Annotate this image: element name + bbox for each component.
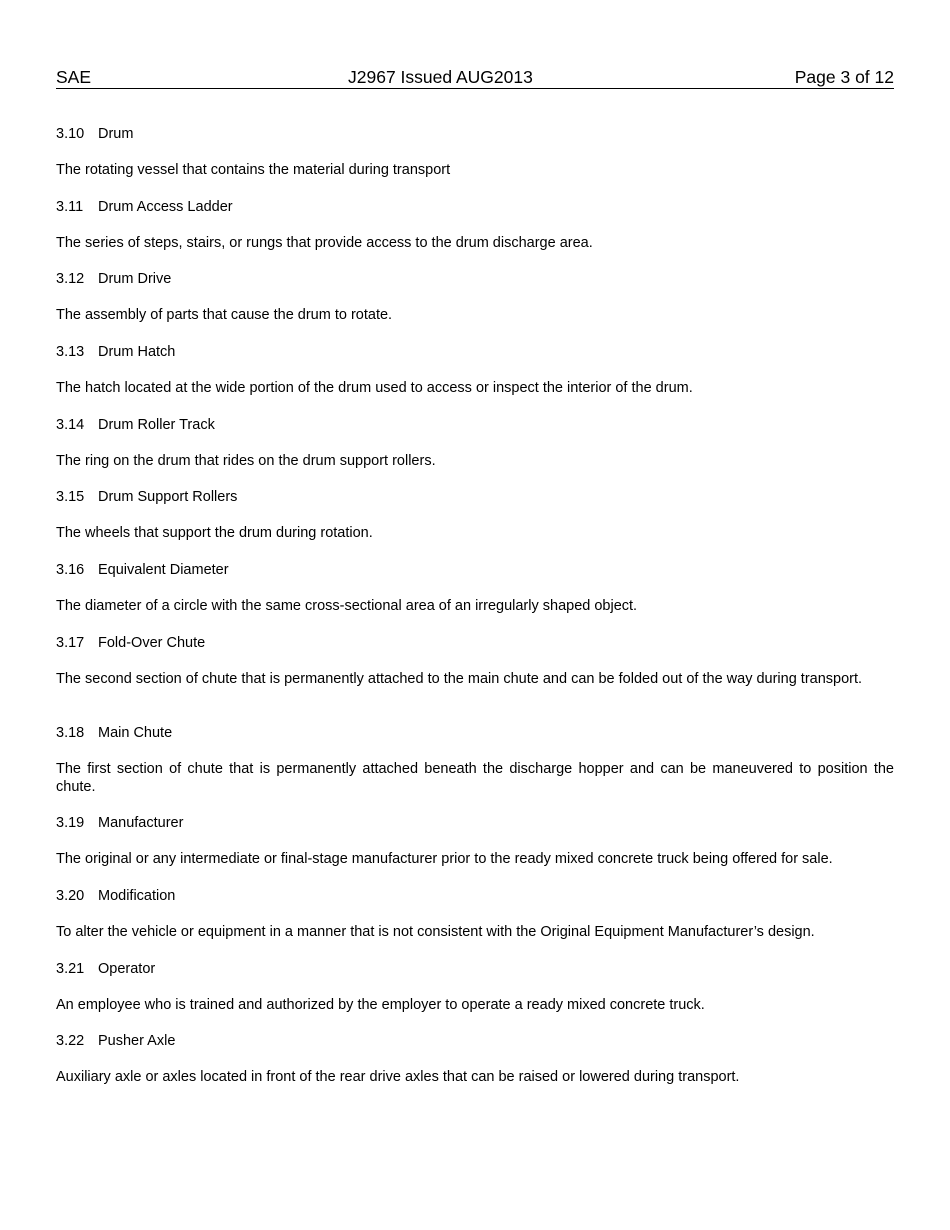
definition-heading: [56, 270, 171, 288]
definition-term: Fold-Over Chute: [98, 635, 206, 651]
definition-text: The second section of chute that is permanently attached to the main chute and can be folded out of the way during transport.: [56, 671, 863, 687]
definition-heading: [56, 814, 183, 832]
header-document-id: J2967 Issued AUG2013: [348, 67, 533, 87]
definition-term: Drum Drive: [98, 271, 172, 287]
definition-term: Modification: [98, 888, 176, 904]
definition-heading: [56, 1032, 175, 1050]
definition-text: An employee who is trained and authorized by the employer to operate a ready mixed concrete truck.: [56, 997, 705, 1013]
definition-text: To alter the vehicle or equipment in a manner that is not consistent with the Original Equipment Manufacturer’s design.: [56, 924, 815, 940]
definition-text: The rotating vessel that contains the material during transport: [56, 162, 451, 178]
definition-text: The hatch located at the wide portion of the drum used to access or inspect the interior of the drum.: [56, 380, 693, 396]
definition-text: The assembly of parts that cause the drum to rotate.: [56, 307, 393, 323]
definition-heading: [56, 125, 133, 143]
definition-heading: [56, 198, 233, 216]
header-page-number: Page 3 of 12: [794, 67, 894, 87]
definition-number: 3.18: [56, 725, 85, 741]
definition-number: 3.17: [56, 635, 85, 651]
definition-heading: [56, 561, 229, 579]
definition-term: Drum Access Ladder: [98, 199, 233, 215]
definition-heading: [56, 343, 175, 361]
definition-heading: [56, 634, 205, 652]
definition-number: 3.10: [56, 126, 85, 142]
page-header: [56, 66, 894, 89]
definition-text: Auxiliary axle or axles located in front of the rear drive axles that can be raised or lowered during transport.: [56, 1069, 740, 1085]
definition-text: The diameter of a circle with the same cross-sectional area of an irregularly shaped object.: [56, 598, 638, 614]
definition-heading: [56, 887, 175, 905]
definition-term: Drum Hatch: [98, 344, 176, 360]
definition-number: 3.19: [56, 815, 85, 831]
definition-heading: [56, 724, 172, 742]
definition-term: Drum Roller Track: [98, 417, 215, 433]
definition-number: 3.12: [56, 271, 85, 287]
definition-number: 3.20: [56, 888, 85, 904]
definition-number: 3.13: [56, 344, 85, 360]
definition-text: The wheels that support the drum during rotation.: [56, 525, 373, 541]
header-organization: SAE: [56, 67, 92, 87]
definition-number: 3.15: [56, 489, 85, 505]
definition-text: The first section of chute that is permanently attached beneath the discharge hopper and can be maneuvered to position the chute.: [56, 761, 894, 795]
definition-heading: [56, 960, 155, 978]
definition-number: 3.21: [56, 961, 85, 977]
definition-heading: [56, 416, 215, 434]
definition-term: Drum Support Rollers: [98, 489, 238, 505]
definition-text: The ring on the drum that rides on the drum support rollers.: [56, 453, 436, 469]
definition-number: 3.14: [56, 417, 85, 433]
definition-heading: [56, 488, 237, 506]
definition-number: 3.11: [56, 199, 84, 215]
definition-term: Pusher Axle: [98, 1033, 176, 1049]
definition-number: 3.22: [56, 1033, 85, 1049]
definition-term: Equivalent Diameter: [98, 562, 229, 578]
definition-term: Main Chute: [98, 725, 173, 741]
definition-text: The series of steps, stairs, or rungs that provide access to the drum discharge area.: [56, 235, 593, 251]
definition-term: Manufacturer: [98, 815, 184, 831]
definition-term: Drum: [98, 126, 134, 142]
definition-number: 3.16: [56, 562, 85, 578]
definition-text: The original or any intermediate or final-stage manufacturer prior to the ready mixed concrete truck being offered for sale.: [56, 851, 833, 867]
definition-term: Operator: [98, 961, 156, 977]
